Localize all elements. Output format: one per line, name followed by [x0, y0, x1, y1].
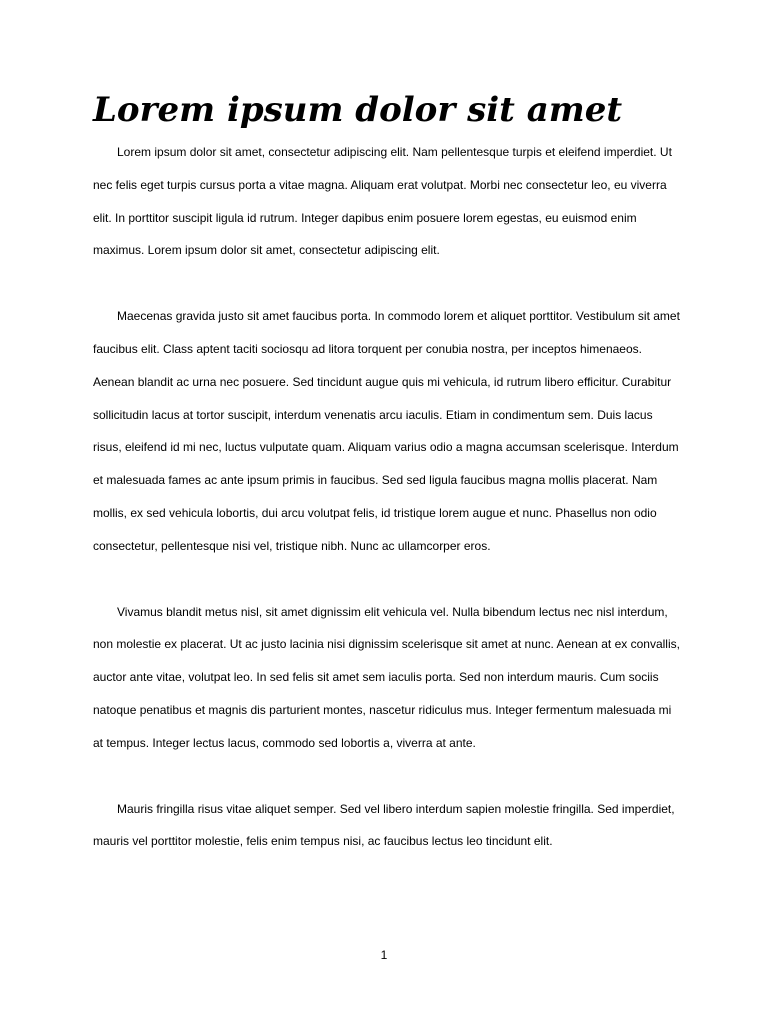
paragraph-4: Mauris fringilla risus vitae aliquet semper. Sed vel libero interdum sapien molestie fringilla. Sed imperdiet, mauris vel porttitor molestie, felis enim tempus nisi, ac faucibus lectus leo tincidunt elit. [93, 801, 675, 849]
paragraph-1: Lorem ipsum dolor sit amet, consectetur adipiscing elit. Nam pellentesque turpis et eleifend imperdiet. Ut nec felis eget turpis cursus porta a vitae magna. Aliquam erat volutpat. Morbi nec consectetur leo, eu viverra elit. In porttitor suscipit ligula id rutrum. Integer dapibus enim posuere lorem egestas, eu euismod enim maximus. Lorem ipsum dolor sit amet, consectetur adipiscing elit. [93, 145, 672, 258]
paragraph-2: Maecenas gravida justo sit amet faucibus porta. In commodo lorem et aliquet porttitor. Vestibulum sit amet faucibus elit. Class aptent taciti sociosqu ad litora torquent per conubia nostra, per inceptos himenaeos. Aenean blandit ac urna nec posuere. Sed tincidunt augue quis mi vehicula, id rutrum libero efficitur. Curabitur sollicitudin lacus at tortor suscipit, interdum venenatis arcu iaculis. Etiam in condimentum sem. Duis lacus risus, eleifend id mi nec, luctus vulputate quam. Aliquam varius odio a magna accumsan scelerisque. Interdum et malesuada fames ac ante ipsum primis in faucibus. Sed sed ligula faucibus magna mollis placerat. Nam mollis, ex sed vehicula lobortis, dui arcu volutpat felis, id tristique lorem augue et nunc. Phasellus non odio consectetur, pellentesque nisi vel, tristique nibh. Nunc ac ullamcorper eros. [93, 309, 680, 553]
page-number: 1 [380, 948, 388, 962]
page-title: Lorem ipsum dolor sit amet [93, 90, 623, 130]
paragraph-3: Vivamus blandit metus nisl, sit amet dignissim elit vehicula vel. Nulla bibendum lectus nec nisl interdum, non molestie ex placerat. Ut ac justo lacinia nisi dignissim scelerisque sit amet at nunc. Aenean at ex convallis, auctor ante vitae, volutpat leo. In sed felis sit amet sem iaculis porta. Sed non interdum mauris. Cum sociis natoque penatibus et magnis dis parturient montes, nascetur ridiculus mus. Integer fermentum malesuada mi at tempus. Integer lectus lacus, commodo sed lobortis a, viverra at ante. [93, 604, 680, 750]
body-text [93, 136, 681, 891]
